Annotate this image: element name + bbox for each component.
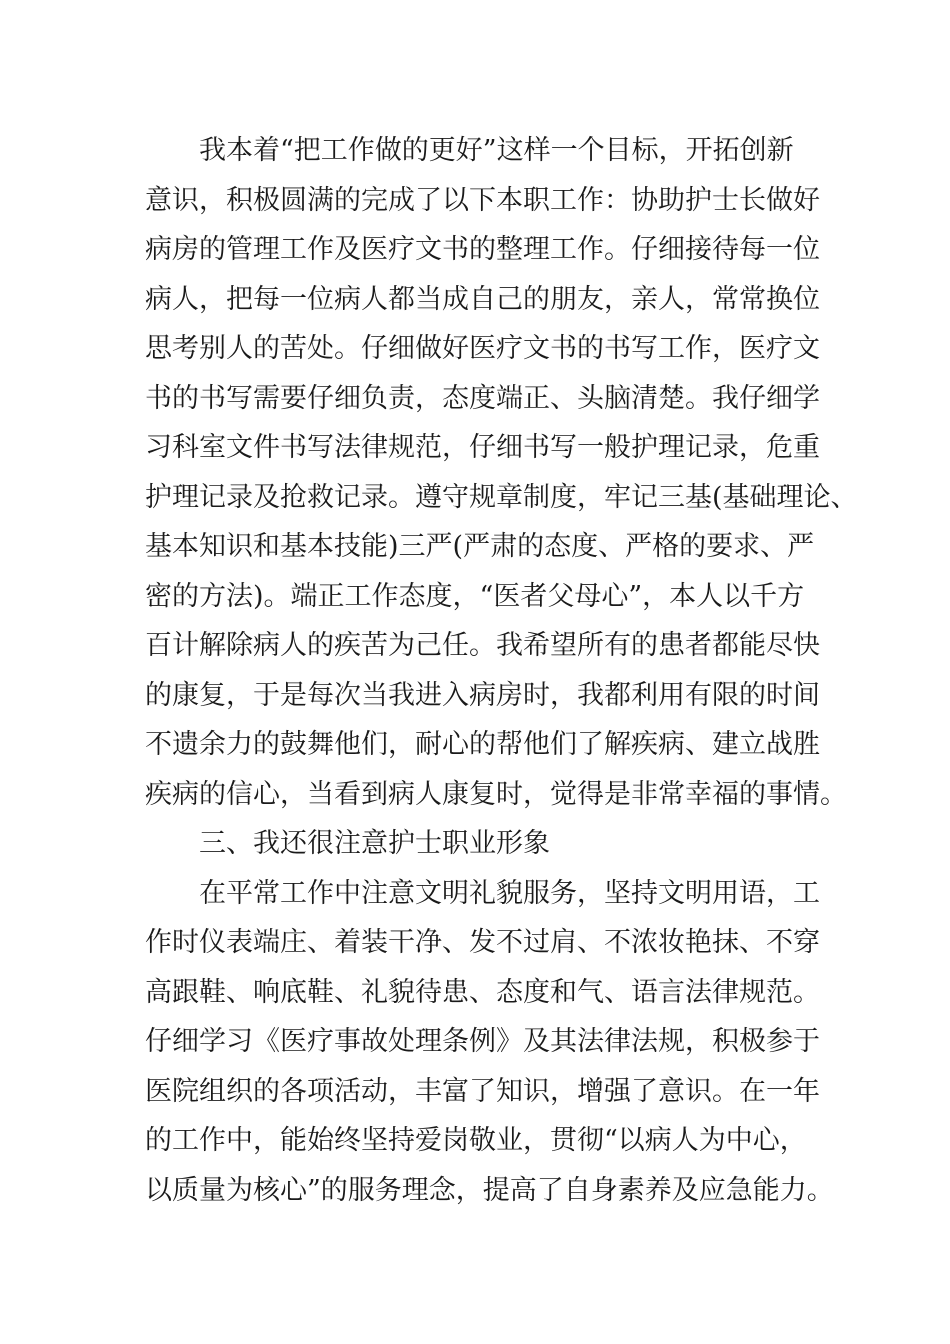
paragraph-1-line-8: 护理记录及抢救记录。遵守规章制度，牢记三基(基础理论、: [145, 481, 858, 513]
paragraph-1-line-3: 病房的管理工作及医疗文书的整理工作。仔细接待每一位: [145, 234, 820, 265]
section-heading: 三、我还很注意护士职业形象: [199, 828, 550, 859]
paragraph-2-line-4: 仔细学习《医疗事故处理条例》及其法律法规，积极参于: [145, 1026, 820, 1057]
paragraph-2-line-7: 以质量为核心”的服务理念，提高了自身素养及应急能力。: [145, 1174, 834, 1206]
paragraph-2-line-1: 在平常工作中注意文明礼貌服务，坚持文明用语，工: [199, 877, 820, 909]
paragraph-1-line-10: 密的方法)。端正工作态度，“医者父母心”，本人以千方: [145, 580, 805, 612]
paragraph-2-line-5: 医院组织的各项活动，丰富了知识，增强了意识。在一年: [145, 1075, 820, 1107]
paragraph-1-line-13: 不遗余力的鼓舞他们，耐心的帮他们了解疾病、建立战胜: [145, 729, 820, 760]
paragraph-2-line-2: 作时仪表端庄、着装干净、发不过肩、不浓妆艳抹、不穿: [145, 927, 820, 958]
paragraph-2-line-3: 高跟鞋、响底鞋、礼貌待患、态度和气、语言法律规范。: [145, 976, 820, 1008]
paragraph-1-line-5: 思考别人的苦处。仔细做好医疗文书的书写工作，医疗文: [145, 333, 820, 364]
paragraph-1-line-6: 书的书写需要仔细负责，态度端正、头脑清楚。我仔细学: [145, 382, 820, 414]
paragraph-1-line-7: 习科室文件书写法律规范，仔细书写一般护理记录，危重: [145, 432, 820, 463]
paragraph-1-line-11: 百计解除病人的疾苦为己任。我希望所有的患者都能尽快: [145, 630, 820, 661]
paragraph-2-line-6: 的工作中，能始终坚持爱岗敬业，贯彻“以病人为中心，: [145, 1125, 807, 1156]
document-body: [145, 126, 858, 1215]
paragraph-1-line-14: 疾病的信心，当看到病人康复时，觉得是非常幸福的事情。: [145, 778, 847, 810]
paragraph-1-line-12: 的康复，于是每次当我进入病房时，我都利用有限的时间: [145, 679, 820, 711]
paragraph-1-line-9: 基本知识和基本技能)三严(严肃的态度、严格的要求、严: [145, 531, 815, 562]
paragraph-1-line-2: 意识，积极圆满的完成了以下本职工作：协助护士长做好: [145, 184, 820, 216]
paragraph-1-line-1: 我本着“把工作做的更好”这样一个目标，开拓创新: [199, 135, 794, 166]
paragraph-1-line-4: 病人，把每一位病人都当成自己的朋友，亲人，常常换位: [145, 283, 820, 315]
